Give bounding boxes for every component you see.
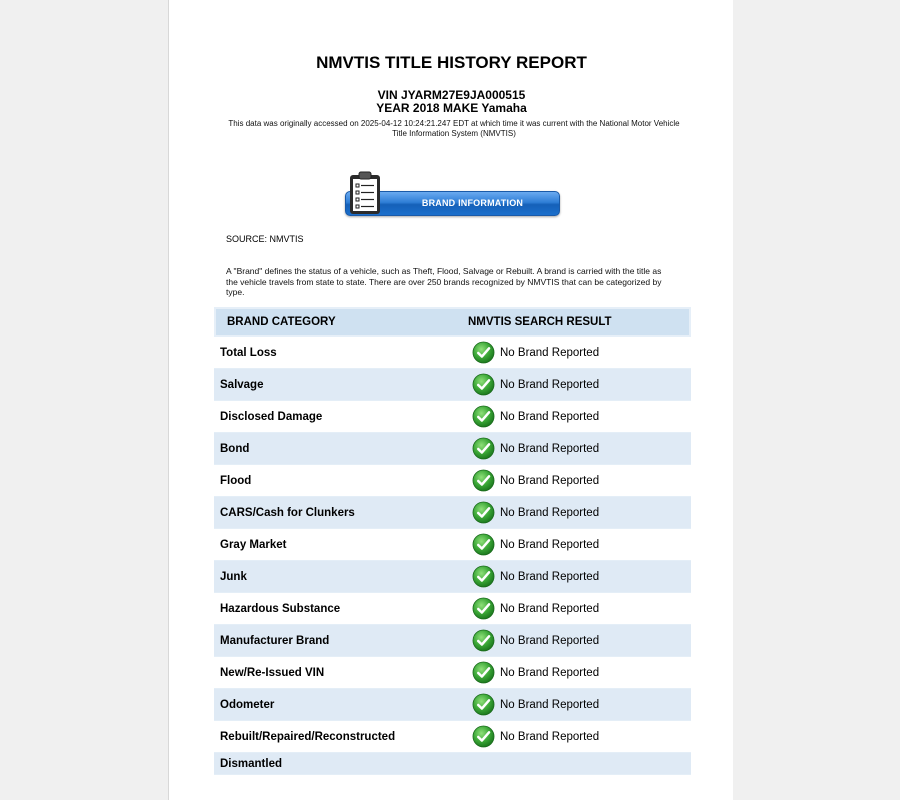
table-row <box>214 721 691 753</box>
table-body <box>214 337 691 775</box>
search-result-text: No Brand Reported <box>500 378 600 391</box>
search-result-text: No Brand Reported <box>500 570 600 583</box>
source-line: SOURCE: NMVTIS <box>226 234 304 244</box>
table-row <box>214 369 691 401</box>
green-check-icon <box>472 661 495 684</box>
search-result-cell <box>466 629 691 652</box>
table-row <box>214 465 691 497</box>
brand-category-cell: Manufacturer Brand <box>220 634 330 647</box>
header-brand-category: BRAND CATEGORY <box>227 316 336 328</box>
brand-category-cell: CARS/Cash for Clunkers <box>220 506 355 519</box>
search-result-cell <box>466 501 691 524</box>
brand-category-cell: Total Loss <box>220 346 277 359</box>
green-check-icon <box>472 437 495 460</box>
search-result-cell <box>466 437 691 460</box>
search-result-cell <box>466 469 691 492</box>
green-check-icon <box>472 725 495 748</box>
green-check-icon <box>472 597 495 620</box>
banner-label: BRAND INFORMATION <box>421 198 524 208</box>
table-row <box>214 401 691 433</box>
table-row <box>214 753 691 775</box>
brand-definition: A "Brand" defines the status of a vehicle, such as Theft, Flood, Salvage or Rebuilt. A brand is carried with the title as the vehicle travels from state to state. There are over 250 brands recognized by NMVTIS that can be categorized by type. <box>226 266 662 297</box>
brand-category-cell: Disclosed Damage <box>220 410 323 423</box>
report-title: NMVTIS TITLE HISTORY REPORT <box>316 53 587 72</box>
search-result-text: No Brand Reported <box>500 346 600 359</box>
table-row <box>214 625 691 657</box>
search-result-cell <box>466 405 691 428</box>
search-result-cell <box>466 693 691 716</box>
green-check-icon <box>472 469 495 492</box>
search-result-text: No Brand Reported <box>500 634 600 647</box>
clipboard-checklist-icon <box>348 171 382 215</box>
search-result-text: No Brand Reported <box>500 698 600 711</box>
table-row <box>214 689 691 721</box>
access-note: This data was originally accessed on 2025-04-12 10:24:21.247 EDT at which time it was current with the National Motor Vehicle Title Information System (NMVTIS) <box>228 119 680 138</box>
search-result-cell <box>466 725 691 748</box>
search-result-cell <box>466 661 691 684</box>
table-row <box>214 657 691 689</box>
green-check-icon <box>472 501 495 524</box>
green-check-icon <box>472 341 495 364</box>
table-row <box>214 337 691 369</box>
search-result-cell <box>466 373 691 396</box>
brand-category-cell: Rebuilt/Repaired/Reconstructed <box>220 730 396 743</box>
table-row <box>214 433 691 465</box>
brand-information-banner <box>345 171 561 217</box>
table-header <box>214 307 691 337</box>
search-result-text: No Brand Reported <box>500 474 600 487</box>
brand-category-cell: Gray Market <box>220 538 287 551</box>
brand-category-cell: Odometer <box>220 698 275 711</box>
brand-table <box>214 307 691 775</box>
table-row <box>214 529 691 561</box>
green-check-icon <box>472 629 495 652</box>
header-search-result: NMVTIS SEARCH RESULT <box>468 316 612 328</box>
brand-category-cell: Dismantled <box>220 757 282 770</box>
brand-category-cell: Bond <box>220 442 250 455</box>
year-make-line: YEAR 2018 MAKE Yamaha <box>376 101 527 115</box>
search-result-text: No Brand Reported <box>500 506 600 519</box>
brand-category-cell: Junk <box>220 570 247 583</box>
search-result-cell <box>466 565 691 588</box>
vin-line: VIN JYARM27E9JA000515 <box>377 88 526 102</box>
brand-category-cell: Salvage <box>220 378 264 391</box>
search-result-text: No Brand Reported <box>500 730 600 743</box>
green-check-icon <box>472 565 495 588</box>
brand-category-cell: New/Re-Issued VIN <box>220 666 325 679</box>
search-result-text: No Brand Reported <box>500 602 600 615</box>
search-result-text: No Brand Reported <box>500 442 600 455</box>
report-page <box>168 0 733 800</box>
search-result-text: No Brand Reported <box>500 538 600 551</box>
search-result-text: No Brand Reported <box>500 666 600 679</box>
table-row <box>214 561 691 593</box>
green-check-icon <box>472 405 495 428</box>
brand-category-cell: Hazardous Substance <box>220 602 341 615</box>
green-check-icon <box>472 693 495 716</box>
search-result-cell <box>466 533 691 556</box>
search-result-cell <box>466 597 691 620</box>
green-check-icon <box>472 373 495 396</box>
brand-category-cell: Flood <box>220 474 252 487</box>
table-row <box>214 593 691 625</box>
green-check-icon <box>472 533 495 556</box>
table-row <box>214 497 691 529</box>
search-result-cell <box>466 341 691 364</box>
search-result-text: No Brand Reported <box>500 410 600 423</box>
